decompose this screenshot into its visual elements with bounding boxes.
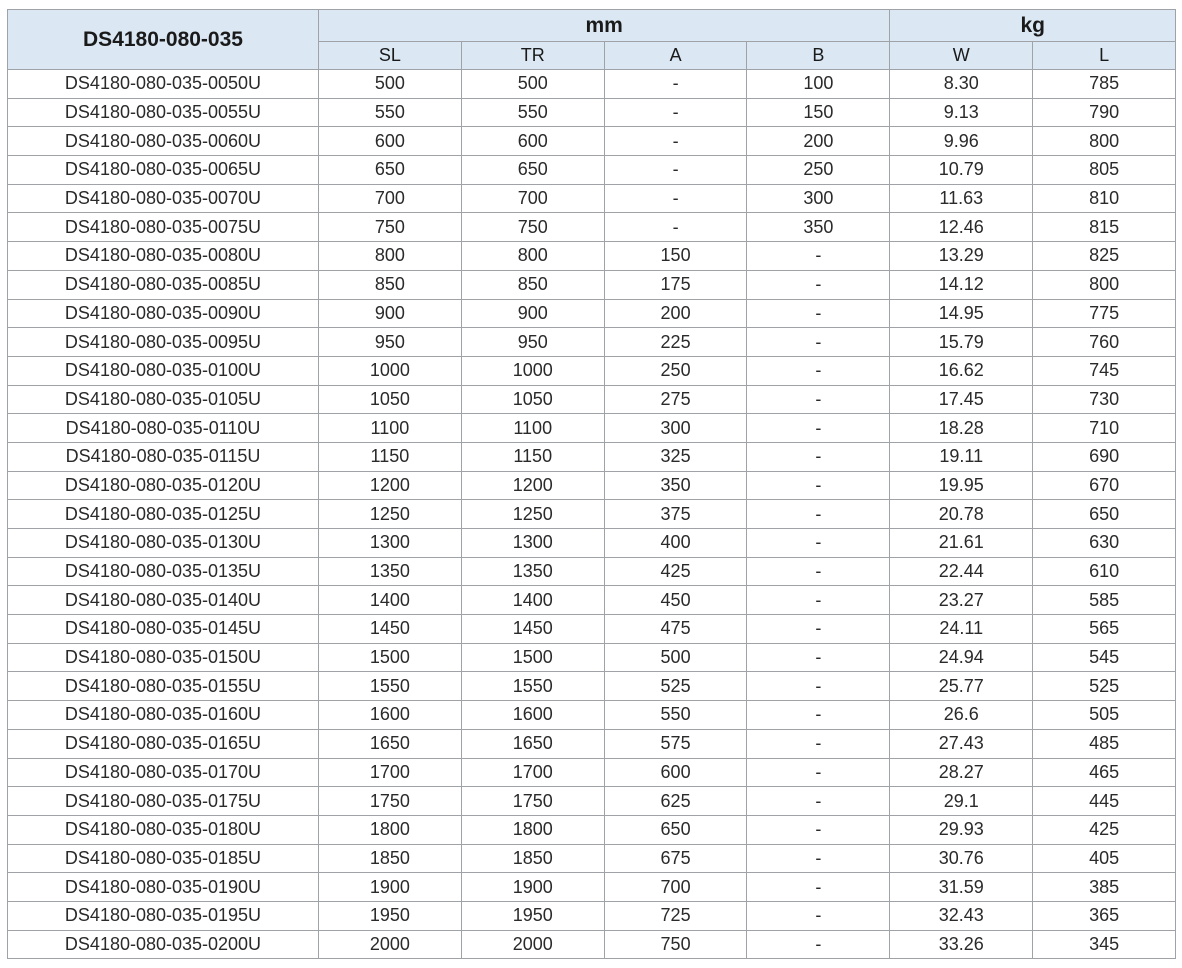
tr-cell: 1950 bbox=[461, 901, 604, 930]
b-cell: - bbox=[747, 586, 890, 615]
b-cell: 100 bbox=[747, 70, 890, 99]
l-cell: 565 bbox=[1033, 615, 1176, 644]
model-series-header: DS4180-080-035 bbox=[8, 10, 319, 70]
l-cell: 505 bbox=[1033, 701, 1176, 730]
w-cell: 24.94 bbox=[890, 643, 1033, 672]
w-cell: 28.27 bbox=[890, 758, 1033, 787]
w-cell: 12.46 bbox=[890, 213, 1033, 242]
l-cell: 800 bbox=[1033, 270, 1176, 299]
table-row bbox=[8, 471, 1176, 500]
l-cell: 785 bbox=[1033, 70, 1176, 99]
b-cell: 250 bbox=[747, 156, 890, 185]
table-row bbox=[8, 586, 1176, 615]
l-cell: 710 bbox=[1033, 414, 1176, 443]
tr-cell: 1500 bbox=[461, 643, 604, 672]
table-row bbox=[8, 901, 1176, 930]
b-cell: - bbox=[747, 471, 890, 500]
model-cell: DS4180-080-035-0180U bbox=[8, 815, 319, 844]
sl-cell: 800 bbox=[319, 242, 462, 271]
table-row bbox=[8, 385, 1176, 414]
model-cell: DS4180-080-035-0130U bbox=[8, 529, 319, 558]
b-cell: 150 bbox=[747, 98, 890, 127]
a-cell: - bbox=[604, 98, 747, 127]
column-header-w: W bbox=[890, 42, 1033, 70]
tr-cell: 1700 bbox=[461, 758, 604, 787]
sl-cell: 1300 bbox=[319, 529, 462, 558]
tr-cell: 1650 bbox=[461, 729, 604, 758]
w-cell: 8.30 bbox=[890, 70, 1033, 99]
w-cell: 19.11 bbox=[890, 442, 1033, 471]
model-cell: DS4180-080-035-0155U bbox=[8, 672, 319, 701]
table-row bbox=[8, 184, 1176, 213]
sl-cell: 1100 bbox=[319, 414, 462, 443]
model-cell: DS4180-080-035-0065U bbox=[8, 156, 319, 185]
w-cell: 31.59 bbox=[890, 873, 1033, 902]
l-cell: 545 bbox=[1033, 643, 1176, 672]
b-cell: - bbox=[747, 529, 890, 558]
tr-cell: 600 bbox=[461, 127, 604, 156]
a-cell: 500 bbox=[604, 643, 747, 672]
a-cell: 525 bbox=[604, 672, 747, 701]
w-cell: 14.95 bbox=[890, 299, 1033, 328]
sl-cell: 1850 bbox=[319, 844, 462, 873]
a-cell: 300 bbox=[604, 414, 747, 443]
table-row bbox=[8, 815, 1176, 844]
a-cell: 550 bbox=[604, 701, 747, 730]
w-cell: 11.63 bbox=[890, 184, 1033, 213]
a-cell: 600 bbox=[604, 758, 747, 787]
b-cell: - bbox=[747, 356, 890, 385]
tr-cell: 650 bbox=[461, 156, 604, 185]
b-cell: - bbox=[747, 270, 890, 299]
sl-cell: 1050 bbox=[319, 385, 462, 414]
tr-cell: 1850 bbox=[461, 844, 604, 873]
a-cell: 725 bbox=[604, 901, 747, 930]
a-cell: 700 bbox=[604, 873, 747, 902]
tr-cell: 500 bbox=[461, 70, 604, 99]
b-cell: - bbox=[747, 873, 890, 902]
a-cell: - bbox=[604, 156, 747, 185]
w-cell: 21.61 bbox=[890, 529, 1033, 558]
b-cell: - bbox=[747, 701, 890, 730]
w-cell: 27.43 bbox=[890, 729, 1033, 758]
table-row bbox=[8, 242, 1176, 271]
w-cell: 32.43 bbox=[890, 901, 1033, 930]
a-cell: - bbox=[604, 127, 747, 156]
tr-cell: 850 bbox=[461, 270, 604, 299]
sl-cell: 500 bbox=[319, 70, 462, 99]
w-cell: 23.27 bbox=[890, 586, 1033, 615]
l-cell: 630 bbox=[1033, 529, 1176, 558]
table-row bbox=[8, 270, 1176, 299]
tr-cell: 2000 bbox=[461, 930, 604, 959]
sl-cell: 1000 bbox=[319, 356, 462, 385]
a-cell: - bbox=[604, 184, 747, 213]
l-cell: 805 bbox=[1033, 156, 1176, 185]
w-cell: 29.93 bbox=[890, 815, 1033, 844]
b-cell: - bbox=[747, 500, 890, 529]
sl-cell: 1700 bbox=[319, 758, 462, 787]
table-row bbox=[8, 442, 1176, 471]
b-cell: 350 bbox=[747, 213, 890, 242]
w-cell: 29.1 bbox=[890, 787, 1033, 816]
b-cell: - bbox=[747, 672, 890, 701]
l-cell: 385 bbox=[1033, 873, 1176, 902]
unit-group-kg: kg bbox=[890, 10, 1176, 42]
tr-cell: 1000 bbox=[461, 356, 604, 385]
sl-cell: 1600 bbox=[319, 701, 462, 730]
w-cell: 25.77 bbox=[890, 672, 1033, 701]
w-cell: 9.13 bbox=[890, 98, 1033, 127]
sl-cell: 1350 bbox=[319, 557, 462, 586]
w-cell: 30.76 bbox=[890, 844, 1033, 873]
tr-cell: 800 bbox=[461, 242, 604, 271]
table-row bbox=[8, 787, 1176, 816]
a-cell: 350 bbox=[604, 471, 747, 500]
sl-cell: 1750 bbox=[319, 787, 462, 816]
sl-cell: 750 bbox=[319, 213, 462, 242]
sl-cell: 1450 bbox=[319, 615, 462, 644]
model-cell: DS4180-080-035-0055U bbox=[8, 98, 319, 127]
a-cell: 625 bbox=[604, 787, 747, 816]
model-cell: DS4180-080-035-0075U bbox=[8, 213, 319, 242]
w-cell: 14.12 bbox=[890, 270, 1033, 299]
table-row bbox=[8, 873, 1176, 902]
table-row bbox=[8, 213, 1176, 242]
sl-cell: 1950 bbox=[319, 901, 462, 930]
sl-cell: 900 bbox=[319, 299, 462, 328]
sl-cell: 1650 bbox=[319, 729, 462, 758]
table-row bbox=[8, 414, 1176, 443]
l-cell: 485 bbox=[1033, 729, 1176, 758]
table-row bbox=[8, 156, 1176, 185]
sl-cell: 600 bbox=[319, 127, 462, 156]
a-cell: 450 bbox=[604, 586, 747, 615]
model-cell: DS4180-080-035-0100U bbox=[8, 356, 319, 385]
model-cell: DS4180-080-035-0170U bbox=[8, 758, 319, 787]
b-cell: - bbox=[747, 615, 890, 644]
tr-cell: 1900 bbox=[461, 873, 604, 902]
w-cell: 13.29 bbox=[890, 242, 1033, 271]
a-cell: 325 bbox=[604, 442, 747, 471]
a-cell: 675 bbox=[604, 844, 747, 873]
tr-cell: 1300 bbox=[461, 529, 604, 558]
b-cell: - bbox=[747, 787, 890, 816]
b-cell: - bbox=[747, 442, 890, 471]
l-cell: 425 bbox=[1033, 815, 1176, 844]
b-cell: - bbox=[747, 729, 890, 758]
sl-cell: 550 bbox=[319, 98, 462, 127]
sl-cell: 1400 bbox=[319, 586, 462, 615]
l-cell: 775 bbox=[1033, 299, 1176, 328]
a-cell: 475 bbox=[604, 615, 747, 644]
w-cell: 16.62 bbox=[890, 356, 1033, 385]
model-cell: DS4180-080-035-0135U bbox=[8, 557, 319, 586]
w-cell: 33.26 bbox=[890, 930, 1033, 959]
sl-cell: 950 bbox=[319, 328, 462, 357]
b-cell: - bbox=[747, 414, 890, 443]
model-cell: DS4180-080-035-0175U bbox=[8, 787, 319, 816]
tr-cell: 1250 bbox=[461, 500, 604, 529]
model-cell: DS4180-080-035-0110U bbox=[8, 414, 319, 443]
a-cell: 650 bbox=[604, 815, 747, 844]
l-cell: 365 bbox=[1033, 901, 1176, 930]
l-cell: 760 bbox=[1033, 328, 1176, 357]
model-cell: DS4180-080-035-0200U bbox=[8, 930, 319, 959]
table-row bbox=[8, 672, 1176, 701]
b-cell: - bbox=[747, 758, 890, 787]
l-cell: 345 bbox=[1033, 930, 1176, 959]
a-cell: 750 bbox=[604, 930, 747, 959]
b-cell: - bbox=[747, 385, 890, 414]
l-cell: 610 bbox=[1033, 557, 1176, 586]
model-cell: DS4180-080-035-0115U bbox=[8, 442, 319, 471]
sl-cell: 1550 bbox=[319, 672, 462, 701]
a-cell: 250 bbox=[604, 356, 747, 385]
model-cell: DS4180-080-035-0190U bbox=[8, 873, 319, 902]
w-cell: 18.28 bbox=[890, 414, 1033, 443]
w-cell: 22.44 bbox=[890, 557, 1033, 586]
tr-cell: 1400 bbox=[461, 586, 604, 615]
l-cell: 585 bbox=[1033, 586, 1176, 615]
b-cell: 200 bbox=[747, 127, 890, 156]
tr-cell: 1150 bbox=[461, 442, 604, 471]
column-header-a: A bbox=[604, 42, 747, 70]
b-cell: - bbox=[747, 844, 890, 873]
table-header bbox=[8, 10, 1176, 70]
tr-cell: 900 bbox=[461, 299, 604, 328]
table-row bbox=[8, 70, 1176, 99]
b-cell: - bbox=[747, 901, 890, 930]
tr-cell: 1350 bbox=[461, 557, 604, 586]
sl-cell: 1250 bbox=[319, 500, 462, 529]
model-cell: DS4180-080-035-0150U bbox=[8, 643, 319, 672]
model-cell: DS4180-080-035-0195U bbox=[8, 901, 319, 930]
table-row bbox=[8, 356, 1176, 385]
column-header-sl: SL bbox=[319, 42, 462, 70]
column-header-tr: TR bbox=[461, 42, 604, 70]
table-row bbox=[8, 98, 1176, 127]
table-row bbox=[8, 729, 1176, 758]
tr-cell: 700 bbox=[461, 184, 604, 213]
table-row bbox=[8, 701, 1176, 730]
table-row bbox=[8, 930, 1176, 959]
table-row bbox=[8, 500, 1176, 529]
tr-cell: 1450 bbox=[461, 615, 604, 644]
b-cell: - bbox=[747, 299, 890, 328]
l-cell: 670 bbox=[1033, 471, 1176, 500]
model-cell: DS4180-080-035-0105U bbox=[8, 385, 319, 414]
table-body bbox=[8, 70, 1176, 959]
column-header-l: L bbox=[1033, 42, 1176, 70]
w-cell: 19.95 bbox=[890, 471, 1033, 500]
header-group-row bbox=[8, 10, 1176, 42]
model-cell: DS4180-080-035-0185U bbox=[8, 844, 319, 873]
a-cell: - bbox=[604, 70, 747, 99]
sl-cell: 850 bbox=[319, 270, 462, 299]
model-cell: DS4180-080-035-0140U bbox=[8, 586, 319, 615]
table-row bbox=[8, 299, 1176, 328]
tr-cell: 1600 bbox=[461, 701, 604, 730]
tr-cell: 550 bbox=[461, 98, 604, 127]
tr-cell: 1550 bbox=[461, 672, 604, 701]
model-cell: DS4180-080-035-0165U bbox=[8, 729, 319, 758]
w-cell: 15.79 bbox=[890, 328, 1033, 357]
model-cell: DS4180-080-035-0145U bbox=[8, 615, 319, 644]
table-row bbox=[8, 127, 1176, 156]
table-row bbox=[8, 328, 1176, 357]
model-cell: DS4180-080-035-0070U bbox=[8, 184, 319, 213]
sl-cell: 650 bbox=[319, 156, 462, 185]
sl-cell: 1500 bbox=[319, 643, 462, 672]
a-cell: 425 bbox=[604, 557, 747, 586]
table-row bbox=[8, 844, 1176, 873]
model-cell: DS4180-080-035-0095U bbox=[8, 328, 319, 357]
table-row bbox=[8, 529, 1176, 558]
sl-cell: 700 bbox=[319, 184, 462, 213]
sl-cell: 1200 bbox=[319, 471, 462, 500]
l-cell: 445 bbox=[1033, 787, 1176, 816]
tr-cell: 1200 bbox=[461, 471, 604, 500]
tr-cell: 1800 bbox=[461, 815, 604, 844]
l-cell: 825 bbox=[1033, 242, 1176, 271]
model-cell: DS4180-080-035-0120U bbox=[8, 471, 319, 500]
l-cell: 745 bbox=[1033, 356, 1176, 385]
w-cell: 20.78 bbox=[890, 500, 1033, 529]
w-cell: 10.79 bbox=[890, 156, 1033, 185]
tr-cell: 1100 bbox=[461, 414, 604, 443]
b-cell: 300 bbox=[747, 184, 890, 213]
tr-cell: 1750 bbox=[461, 787, 604, 816]
sl-cell: 2000 bbox=[319, 930, 462, 959]
w-cell: 26.6 bbox=[890, 701, 1033, 730]
sl-cell: 1150 bbox=[319, 442, 462, 471]
tr-cell: 1050 bbox=[461, 385, 604, 414]
a-cell: 175 bbox=[604, 270, 747, 299]
table-row bbox=[8, 615, 1176, 644]
model-cell: DS4180-080-035-0080U bbox=[8, 242, 319, 271]
model-cell: DS4180-080-035-0125U bbox=[8, 500, 319, 529]
l-cell: 465 bbox=[1033, 758, 1176, 787]
l-cell: 810 bbox=[1033, 184, 1176, 213]
table-row bbox=[8, 758, 1176, 787]
l-cell: 800 bbox=[1033, 127, 1176, 156]
a-cell: - bbox=[604, 213, 747, 242]
b-cell: - bbox=[747, 557, 890, 586]
b-cell: - bbox=[747, 815, 890, 844]
l-cell: 525 bbox=[1033, 672, 1176, 701]
model-cell: DS4180-080-035-0060U bbox=[8, 127, 319, 156]
a-cell: 400 bbox=[604, 529, 747, 558]
a-cell: 375 bbox=[604, 500, 747, 529]
a-cell: 575 bbox=[604, 729, 747, 758]
spec-table bbox=[7, 9, 1176, 959]
model-cell: DS4180-080-035-0160U bbox=[8, 701, 319, 730]
b-cell: - bbox=[747, 328, 890, 357]
b-cell: - bbox=[747, 242, 890, 271]
tr-cell: 750 bbox=[461, 213, 604, 242]
table-row bbox=[8, 557, 1176, 586]
l-cell: 405 bbox=[1033, 844, 1176, 873]
w-cell: 9.96 bbox=[890, 127, 1033, 156]
a-cell: 275 bbox=[604, 385, 747, 414]
column-header-b: B bbox=[747, 42, 890, 70]
l-cell: 790 bbox=[1033, 98, 1176, 127]
sl-cell: 1800 bbox=[319, 815, 462, 844]
a-cell: 150 bbox=[604, 242, 747, 271]
b-cell: - bbox=[747, 643, 890, 672]
w-cell: 17.45 bbox=[890, 385, 1033, 414]
table-row bbox=[8, 643, 1176, 672]
a-cell: 200 bbox=[604, 299, 747, 328]
l-cell: 690 bbox=[1033, 442, 1176, 471]
tr-cell: 950 bbox=[461, 328, 604, 357]
sl-cell: 1900 bbox=[319, 873, 462, 902]
model-cell: DS4180-080-035-0090U bbox=[8, 299, 319, 328]
l-cell: 815 bbox=[1033, 213, 1176, 242]
l-cell: 730 bbox=[1033, 385, 1176, 414]
model-cell: DS4180-080-035-0085U bbox=[8, 270, 319, 299]
unit-group-mm: mm bbox=[319, 10, 890, 42]
b-cell: - bbox=[747, 930, 890, 959]
a-cell: 225 bbox=[604, 328, 747, 357]
w-cell: 24.11 bbox=[890, 615, 1033, 644]
model-cell: DS4180-080-035-0050U bbox=[8, 70, 319, 99]
l-cell: 650 bbox=[1033, 500, 1176, 529]
